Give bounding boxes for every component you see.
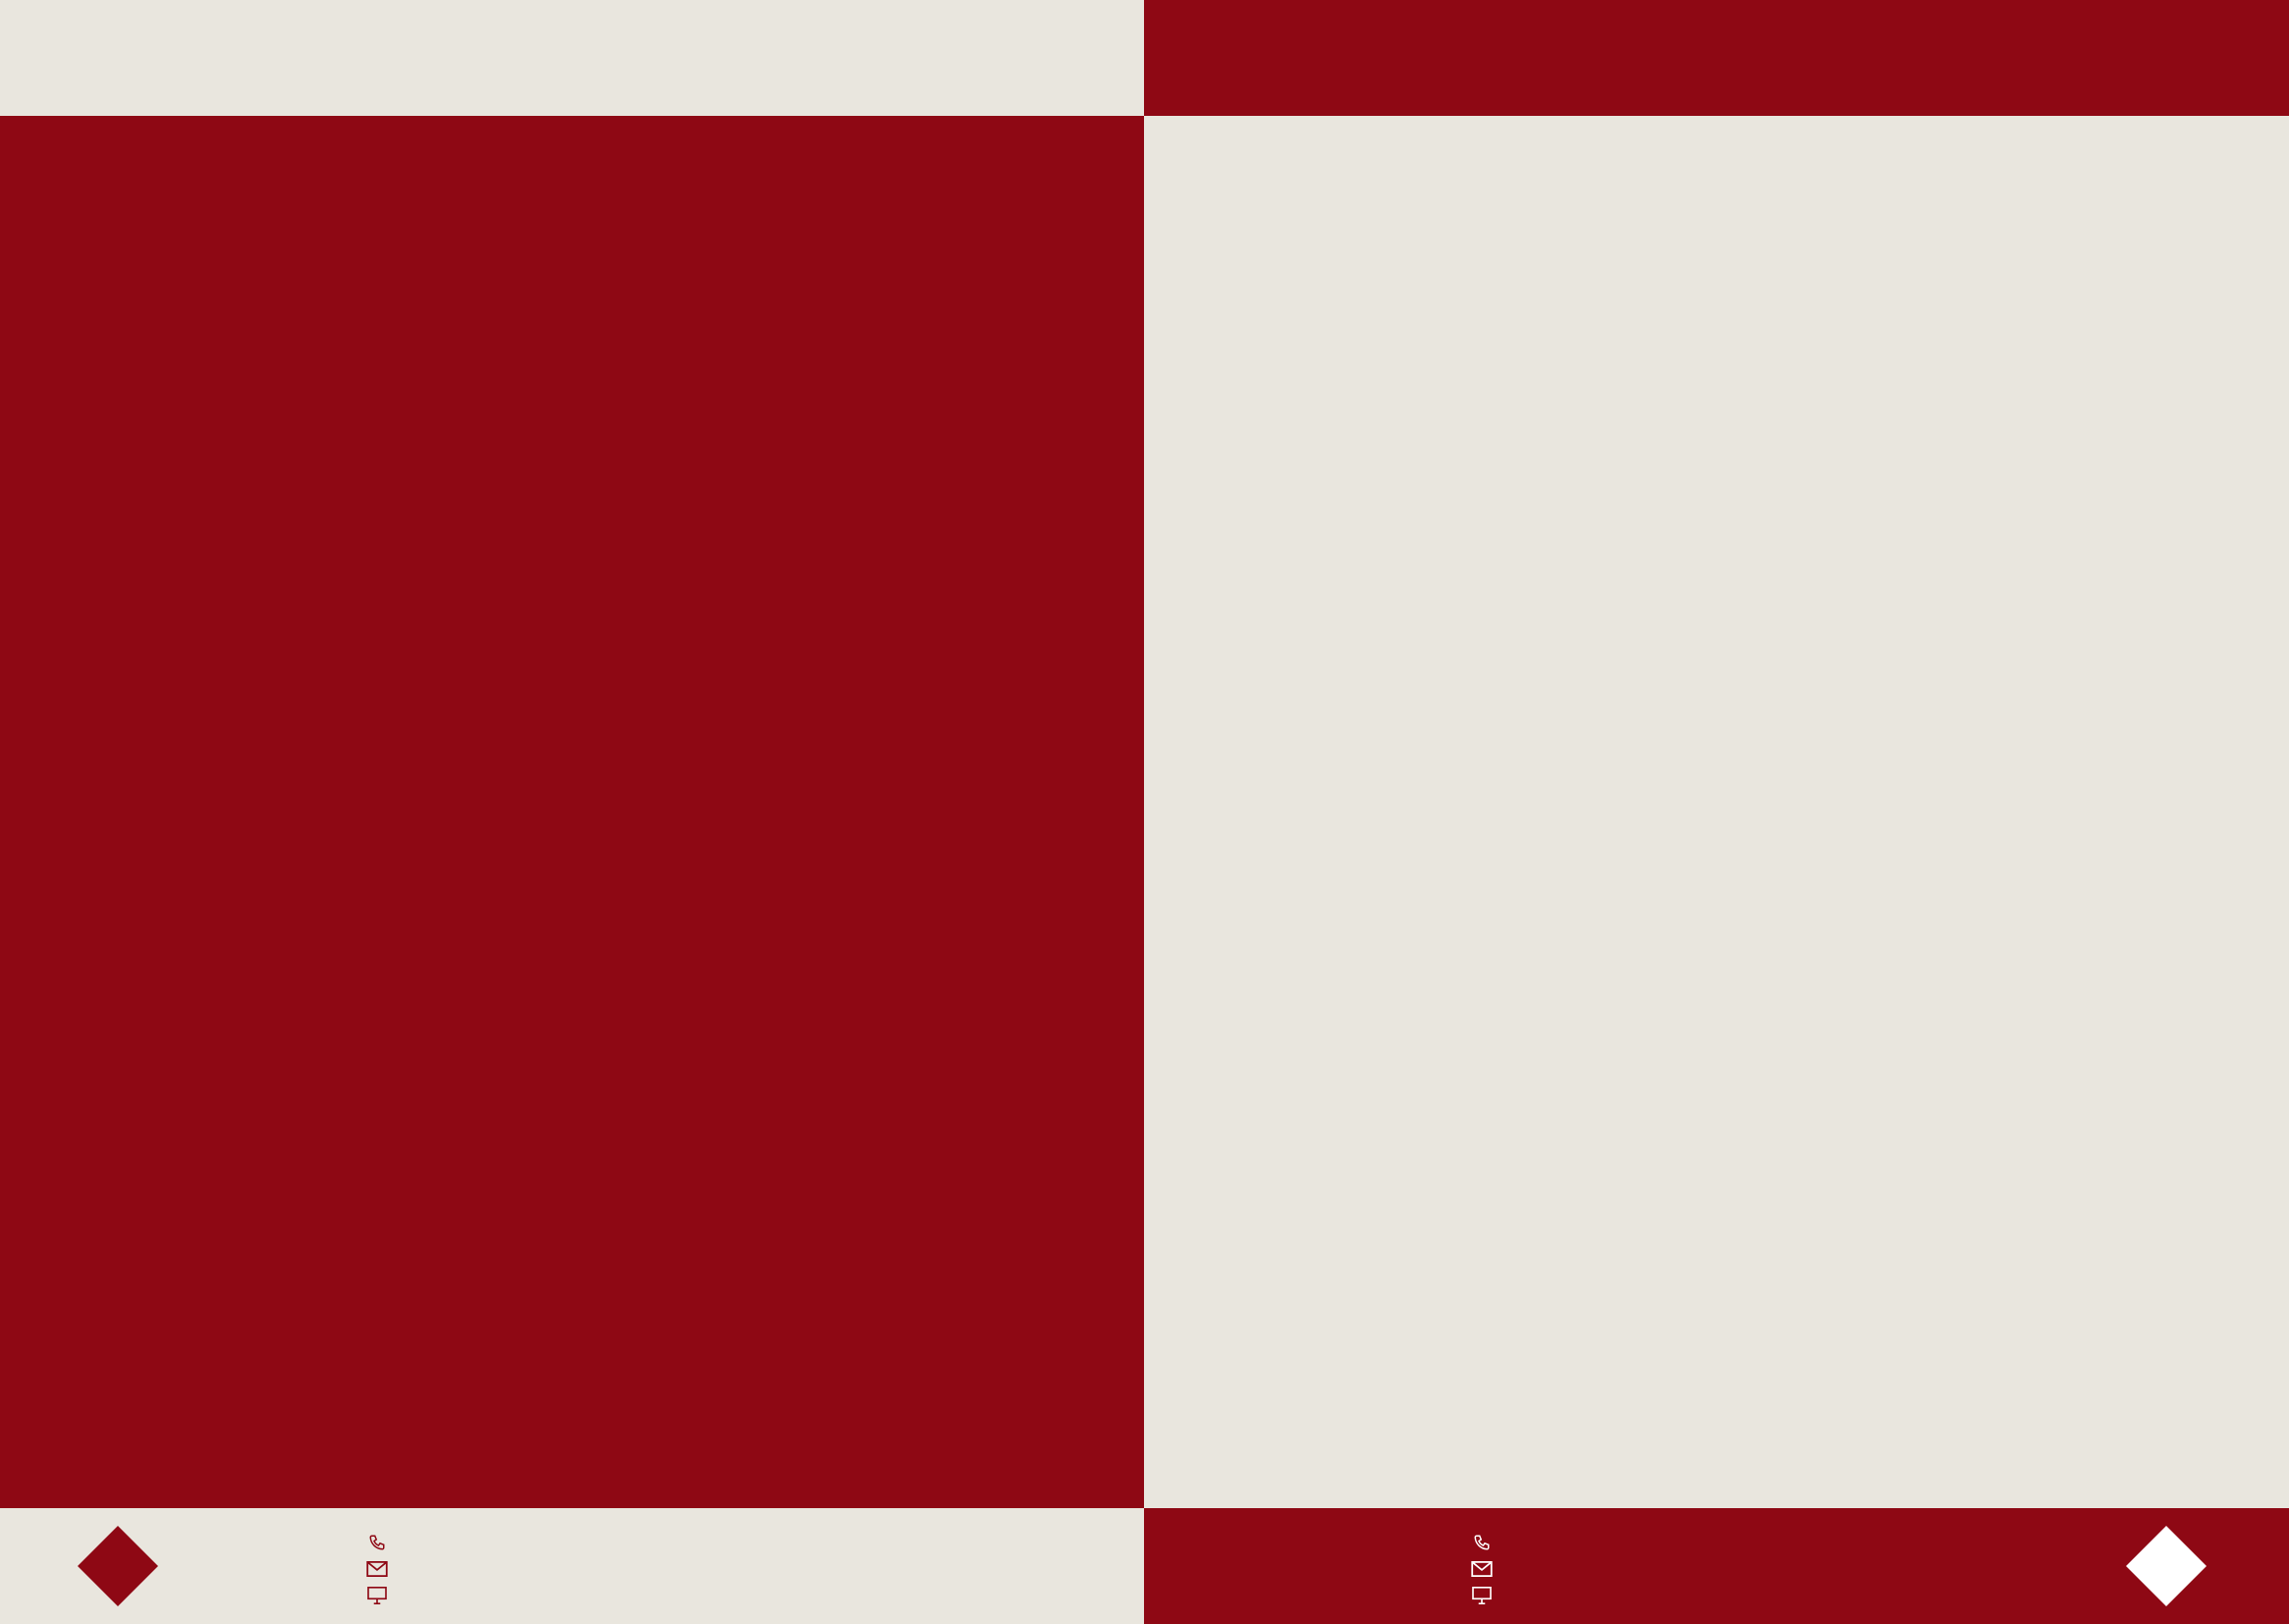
left-star-column	[68, 196, 119, 1434]
envelope-icon	[1470, 1560, 1494, 1578]
envelope-icon	[365, 1560, 389, 1578]
left-page-content	[128, 116, 1016, 328]
right-star-column	[1023, 196, 1074, 1434]
left-footer	[0, 1508, 1144, 1624]
starters-column	[1260, 173, 1712, 194]
footer-contact	[365, 1529, 424, 1608]
right-top-band	[1144, 0, 2289, 116]
page-number	[79, 1527, 157, 1605]
footer-contact	[1470, 1529, 1529, 1608]
right-menu-panel	[1144, 116, 2289, 1508]
top-star-row	[74, 31, 1075, 82]
mains-column	[1724, 173, 2176, 194]
page-number	[2127, 1527, 2206, 1605]
right-footer	[1144, 1508, 2289, 1624]
dessert-section	[1144, 1045, 2289, 1066]
left-top-band	[0, 0, 1144, 116]
phone-icon	[1470, 1534, 1494, 1551]
phone-icon	[365, 1534, 389, 1551]
monitor-icon	[1470, 1587, 1494, 1604]
monitor-icon	[365, 1587, 389, 1604]
